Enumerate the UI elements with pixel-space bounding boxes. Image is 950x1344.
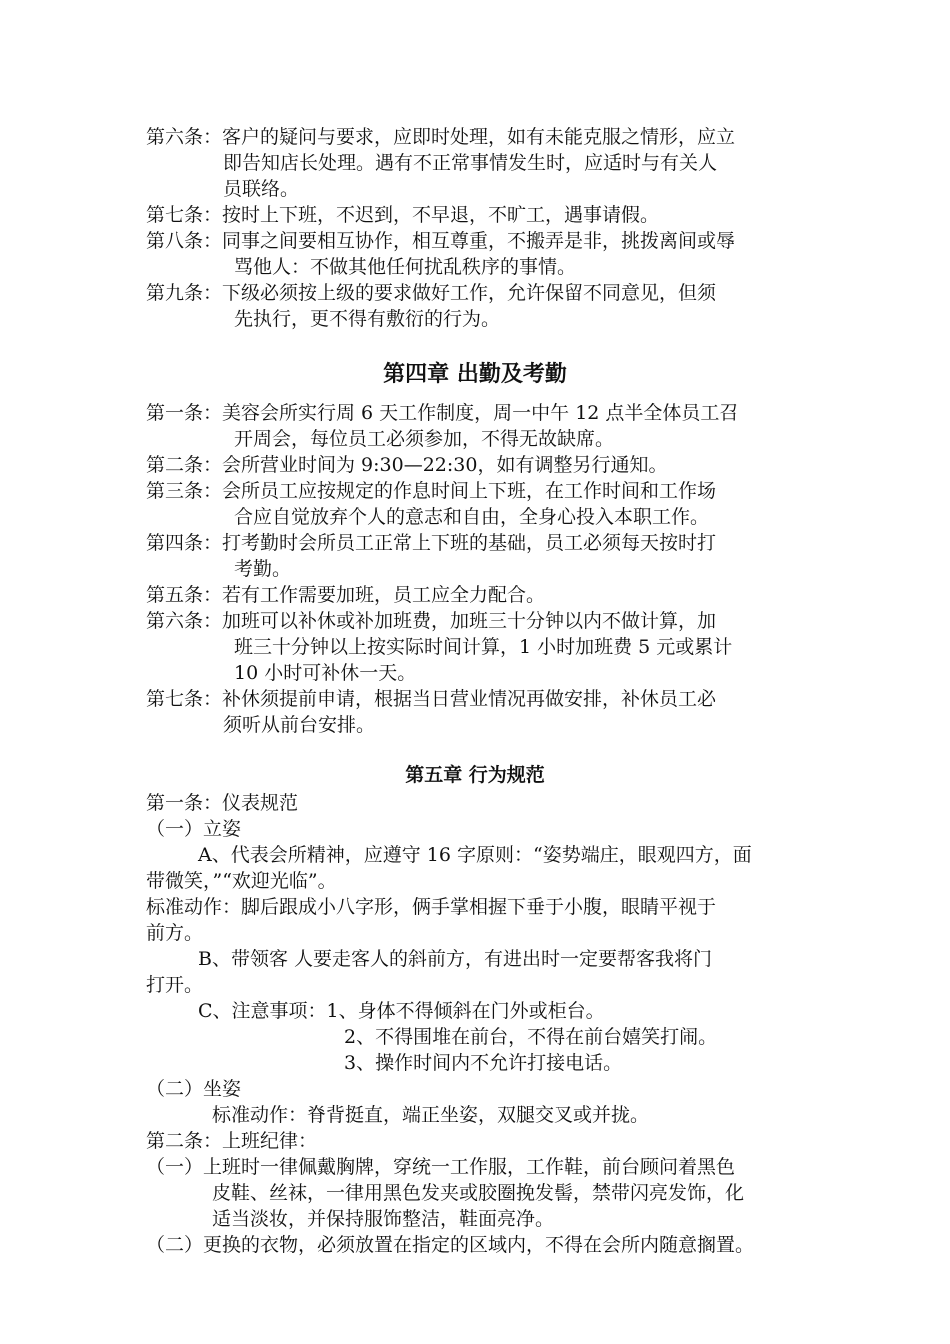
ch5-item-b-line-2: 打开。 [146,974,204,996]
ch5-standard-2: 标准动作：脊背挺直，端正坐姿，双腿交叉或并拢。 [212,1104,650,1126]
ch4-article-4-line-2: 考勤。 [234,558,292,580]
article-9-line-1: 第九条：下级必须按上级的要求做好工作，允许保留不同意见，但须 [146,282,717,304]
ch4-article-7-line-2: 须听从前台安排。 [223,714,376,736]
ch5-item-b-line-1: B、带领客 人要走客人的斜前方，有进出时一定要帮客我将门 [198,948,713,970]
ch5-rule-1-line-2: 皮鞋、丝袜，一律用黑色发夹或胶圈挽发髻，禁带闪亮发饰，化 [212,1182,745,1204]
ch4-article-6-line-1: 第六条：加班可以补休或补加班费，加班三十分钟以内不做计算，加 [146,610,717,632]
ch5-item-c-line-2: 2、不得围堆在前台，不得在前台嬉笑打闹。 [344,1026,718,1048]
ch4-article-1-line-1: 第一条：美容会所实行周 6 天工作制度，周一中午 12 点半全体员工召 [146,402,739,424]
article-8-line-2: 骂他人：不做其他任何扰乱秩序的事情。 [234,256,577,278]
article-6-line-1: 第六条：客户的疑问与要求，应即时处理，如有未能克服之情形，应立 [146,126,736,148]
article-8-line-1: 第八条：同事之间要相互协作，相互尊重，不搬弄是非，挑拨离间或辱 [146,230,736,252]
article-6-line-2: 即告知店长处理。遇有不正常事情发生时，应适时与有关人 [223,152,718,174]
chapter-4-title: 第四章 出勤及考勤 [383,362,567,387]
ch5-standard-1-line-1: 标准动作：脚后跟成小八字形，俩手掌相握下垂于小腹，眼睛平视于 [146,896,717,918]
ch5-item-a-line-1: A、代表会所精神，应遵守 16 字原则：“姿势端庄，眼观四方，面 [198,844,752,866]
ch4-article-3-line-2: 合应自觉放弃个人的意志和自由，全身心投入本职工作。 [234,506,710,528]
ch4-article-6-line-3: 10 小时可补休一天。 [234,662,417,684]
article-6-line-3: 员联络。 [223,178,300,200]
ch4-article-5-line-1: 第五条：若有工作需要加班，员工应全力配合。 [146,584,546,606]
ch5-rule-2-line-1: （二）更换的衣物，必须放置在指定的区域内，不得在会所内随意搁置。 [146,1234,755,1256]
ch4-article-3-line-1: 第三条：会所员工应按规定的作息时间上下班，在工作时间和工作场 [146,480,717,502]
ch5-section-1: （一）立姿 [146,818,242,840]
ch4-article-7-line-1: 第七条：补休须提前申请，根据当日营业情况再做安排，补休员工必 [146,688,717,710]
chapter-5-title: 第五章 行为规范 [405,764,545,786]
ch5-section-2: （二）坐姿 [146,1078,242,1100]
ch4-article-1-line-2: 开周会，每位员工必须参加，不得无故缺席。 [234,428,615,450]
ch4-article-6-line-2: 班三十分钟以上按实际时间计算，1 小时加班费 5 元或累计 [234,636,733,658]
ch5-item-c-line-3: 3、操作时间内不允许打接电话。 [344,1052,623,1074]
ch4-article-4-line-1: 第四条：打考勤时会所员工正常上下班的基础，员工必须每天按时打 [146,532,717,554]
article-9-line-2: 先执行，更不得有敷衍的行为。 [234,308,501,330]
ch5-rule-1-line-3: 适当淡妆，并保持服饰整洁，鞋面亮净。 [212,1208,555,1230]
ch5-rule-1-line-1: （一）上班时一律佩戴胸牌，穿统一工作服，工作鞋，前台顾问着黑色 [146,1156,736,1178]
ch5-item-a-line-2: 带微笑，”“欢迎光临”。 [146,870,337,892]
ch5-article-1: 第一条：仪表规范 [146,792,299,814]
ch4-article-2-line-1: 第二条：会所营业时间为 9:30—22:30，如有调整另行通知。 [146,454,668,476]
ch5-item-c-line-1: C、注意事项：1、身体不得倾斜在门外或柜台。 [198,1000,605,1022]
ch5-standard-1-line-2: 前方。 [146,922,204,944]
article-7-line-1: 第七条：按时上下班，不迟到，不早退，不旷工，遇事请假。 [146,204,660,226]
ch5-article-2: 第二条：上班纪律： [146,1130,318,1152]
